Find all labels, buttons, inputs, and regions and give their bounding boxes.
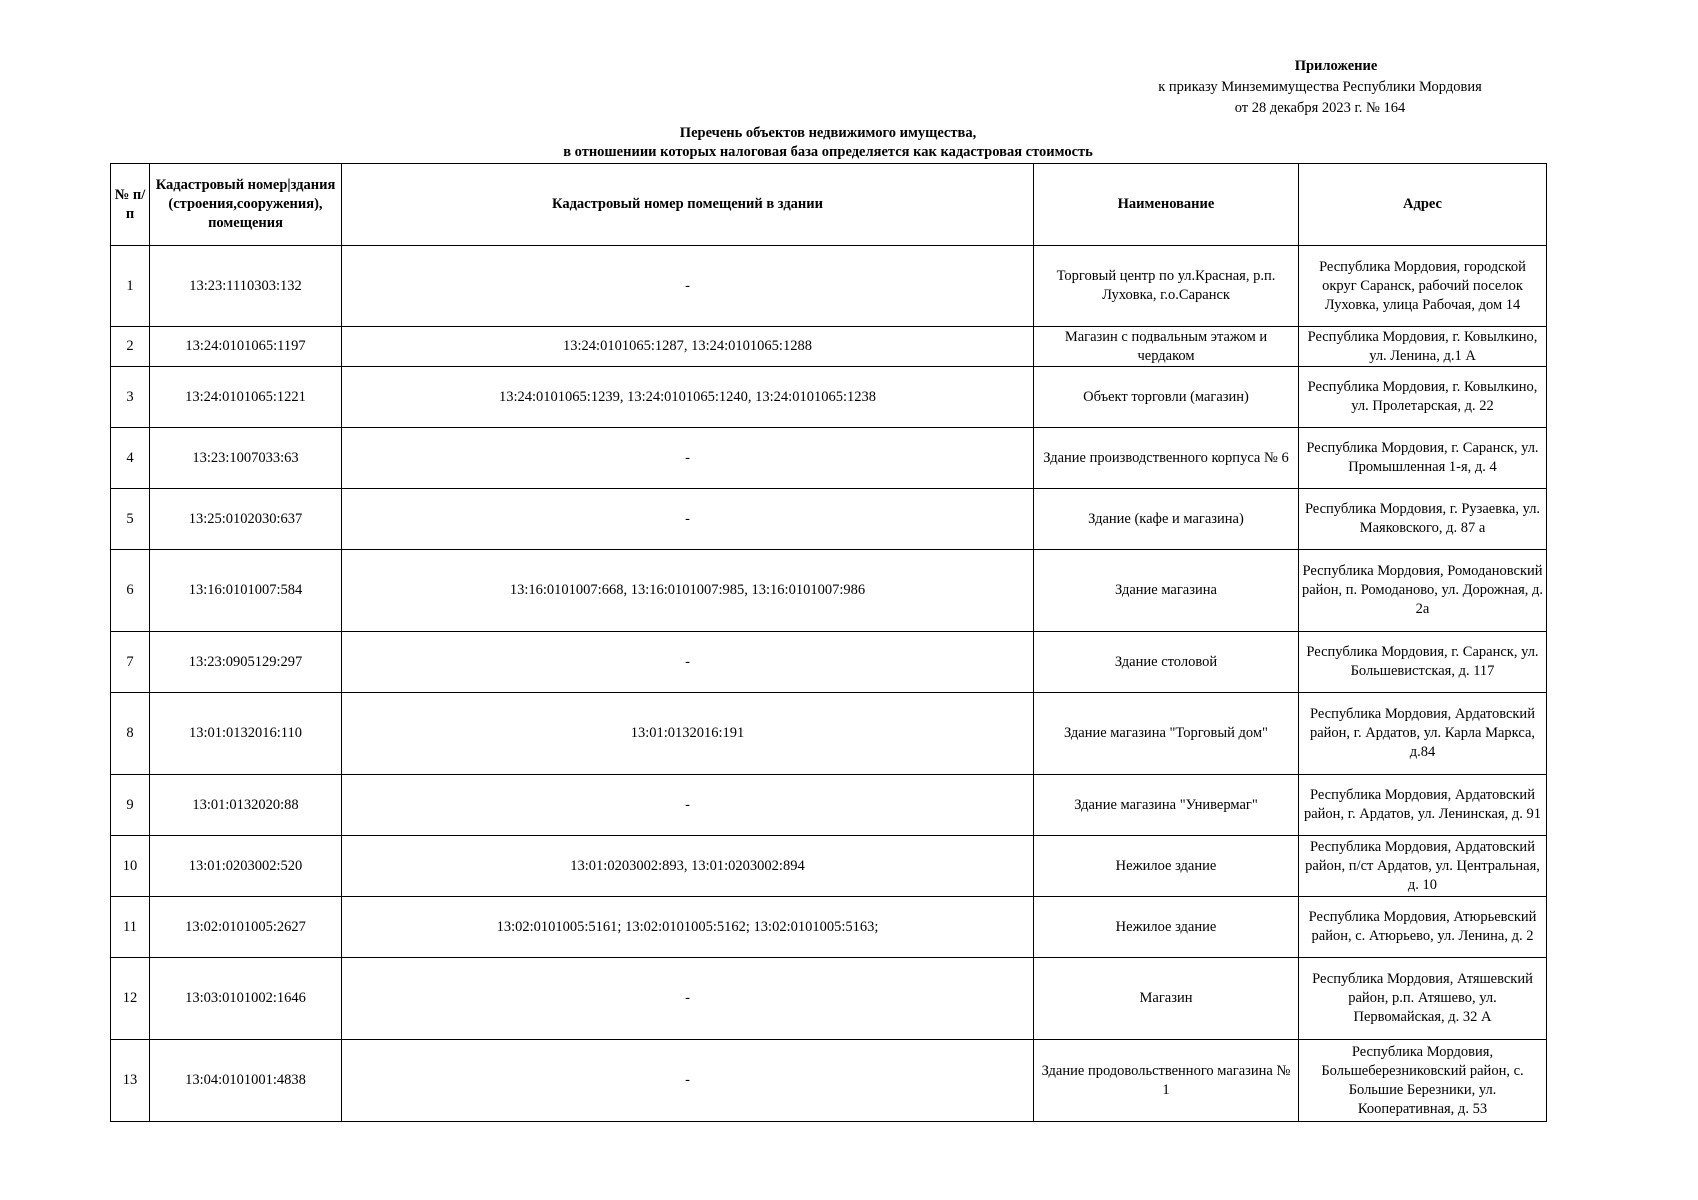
appendix-block <box>1060 56 1580 119</box>
cell-premises-numbers: 13:02:0101005:5161; 13:02:0101005:5162; 13:02:0101005:5163; <box>342 897 1034 958</box>
document-title-line-2: в отношениии которых налоговая база определяется как кадастровая стоимость <box>563 144 1093 160</box>
cell-cadastral-number: 13:24:0101065:1197 <box>150 327 342 367</box>
cell-cadastral-number: 13:01:0132020:88 <box>150 775 342 836</box>
cell-name: Здание столовой <box>1034 632 1299 693</box>
table-header-row <box>111 164 1547 246</box>
appendix-heading: Приложение <box>1294 58 1378 74</box>
cell-name: Нежилое здание <box>1034 836 1299 897</box>
cell-address: Республика Мордовия, Ардатовский район, г. Ардатов, ул. Карла Маркса, д.84 <box>1299 693 1547 775</box>
cell-number: 11 <box>111 897 150 958</box>
cell-number: 1 <box>111 246 150 327</box>
cell-premises-numbers: 13:24:0101065:1239, 13:24:0101065:1240, 13:24:0101065:1238 <box>342 367 1034 428</box>
cell-premises-numbers: - <box>342 958 1034 1040</box>
table-row <box>111 428 1547 489</box>
cell-cadastral-number: 13:04:0101001:4838 <box>150 1040 342 1122</box>
cell-address: Республика Мордовия, г. Ковылкино, ул. Ленина, д.1 А <box>1299 327 1547 367</box>
table-row <box>111 367 1547 428</box>
header-number: № п/п <box>111 164 150 246</box>
document-title <box>110 124 1546 162</box>
cell-cadastral-number: 13:25:0102030:637 <box>150 489 342 550</box>
cell-name: Здание магазина <box>1034 550 1299 632</box>
cell-address: Республика Мордовия, г. Саранск, ул. Большевистская, д. 117 <box>1299 632 1547 693</box>
cell-name: Здание продовольственного магазина № 1 <box>1034 1040 1299 1122</box>
cell-premises-numbers: 13:16:0101007:668, 13:16:0101007:985, 13:16:0101007:986 <box>342 550 1034 632</box>
cell-cadastral-number: 13:01:0203002:520 <box>150 836 342 897</box>
cell-address: Республика Мордовия, городской округ Саранск, рабочий поселок Луховка, улица Рабочая, дом 14 <box>1299 246 1547 327</box>
cell-number: 3 <box>111 367 150 428</box>
table-row <box>111 836 1547 897</box>
cell-number: 12 <box>111 958 150 1040</box>
cell-premises-numbers: - <box>342 489 1034 550</box>
cell-name: Магазин с подвальным этажом и чердаком <box>1034 327 1299 367</box>
cell-name: Объект торговли (магазин) <box>1034 367 1299 428</box>
cell-name: Магазин <box>1034 958 1299 1040</box>
cell-address: Республика Мордовия, Атюрьевский район, с. Атюрьево, ул. Ленина, д. 2 <box>1299 897 1547 958</box>
cell-cadastral-number: 13:01:0132016:110 <box>150 693 342 775</box>
cell-name: Здание производственного корпуса № 6 <box>1034 428 1299 489</box>
cell-address: Республика Мордовия, г. Рузаевка, ул. Маяковского, д. 87 а <box>1299 489 1547 550</box>
cell-address: Республика Мордовия, Ардатовский район, г. Ардатов, ул. Ленинская, д. 91 <box>1299 775 1547 836</box>
table-row <box>111 632 1547 693</box>
cell-number: 8 <box>111 693 150 775</box>
cell-address: Республика Мордовия, Ромодановский район, п. Ромоданово, ул. Дорожная, д. 2а <box>1299 550 1547 632</box>
document-title-line-1: Перечень объектов недвижимого имущества, <box>679 125 977 141</box>
cell-premises-numbers: - <box>342 1040 1034 1122</box>
table-row <box>111 958 1547 1040</box>
cell-cadastral-number: 13:23:1007033:63 <box>150 428 342 489</box>
cell-number: 5 <box>111 489 150 550</box>
cell-cadastral-number: 13:03:0101002:1646 <box>150 958 342 1040</box>
cell-name: Здание (кафе и магазина) <box>1034 489 1299 550</box>
table-row <box>111 775 1547 836</box>
cell-premises-numbers: - <box>342 428 1034 489</box>
table-row <box>111 327 1547 367</box>
cell-cadastral-number: 13:23:1110303:132 <box>150 246 342 327</box>
cell-cadastral-number: 13:23:0905129:297 <box>150 632 342 693</box>
cell-address: Республика Мордовия, г. Саранск, ул. Промышленная 1-я, д. 4 <box>1299 428 1547 489</box>
cell-name: Здание магазина "Торговый дом" <box>1034 693 1299 775</box>
cell-premises-numbers: - <box>342 775 1034 836</box>
cell-number: 2 <box>111 327 150 367</box>
table-row <box>111 693 1547 775</box>
cell-number: 13 <box>111 1040 150 1122</box>
cell-address: Республика Мордовия, Атяшевский район, р.п. Атяшево, ул. Первомайская, д. 32 А <box>1299 958 1547 1040</box>
cell-address: Республика Мордовия, Ардатовский район, п/ст Ардатов, ул. Центральная, д. 10 <box>1299 836 1547 897</box>
cell-address: Республика Мордовия, Большеберезниковский район, с. Большие Березники, ул. Кооперативная, д. 53 <box>1299 1040 1547 1122</box>
appendix-order-line: к приказу Минземимущества Республики Мордовия <box>1158 79 1482 95</box>
cell-number: 10 <box>111 836 150 897</box>
cell-name: Торговый центр по ул.Красная, р.п. Луховка, г.о.Саранск <box>1034 246 1299 327</box>
cell-name: Здание магазина "Универмаг" <box>1034 775 1299 836</box>
header-address: Адрес <box>1299 164 1547 246</box>
appendix-date-line: от 28 декабря 2023 г. № 164 <box>1234 100 1406 116</box>
header-building-cadastral-number: Кадастровый номер|здания (строения,сооружения), помещения <box>150 164 342 246</box>
table-row <box>111 246 1547 327</box>
header-premises-cadastral-numbers: Кадастровый номер помещений в здании <box>342 164 1034 246</box>
cell-premises-numbers: 13:01:0203002:893, 13:01:0203002:894 <box>342 836 1034 897</box>
cell-address: Республика Мордовия, г. Ковылкино, ул. Пролетарская, д. 22 <box>1299 367 1547 428</box>
cell-cadastral-number: 13:02:0101005:2627 <box>150 897 342 958</box>
cell-cadastral-number: 13:16:0101007:584 <box>150 550 342 632</box>
table-row <box>111 489 1547 550</box>
cell-name: Нежилое здание <box>1034 897 1299 958</box>
cell-cadastral-number: 13:24:0101065:1221 <box>150 367 342 428</box>
cell-number: 4 <box>111 428 150 489</box>
cell-premises-numbers: 13:01:0132016:191 <box>342 693 1034 775</box>
header-name: Наименование <box>1034 164 1299 246</box>
cell-number: 7 <box>111 632 150 693</box>
cell-number: 9 <box>111 775 150 836</box>
cell-premises-numbers: - <box>342 246 1034 327</box>
table-row <box>111 1040 1547 1122</box>
table-row <box>111 897 1547 958</box>
cell-premises-numbers: 13:24:0101065:1287, 13:24:0101065:1288 <box>342 327 1034 367</box>
cell-number: 6 <box>111 550 150 632</box>
cell-premises-numbers: - <box>342 632 1034 693</box>
table-row <box>111 550 1547 632</box>
property-registry-table <box>110 163 1547 1122</box>
